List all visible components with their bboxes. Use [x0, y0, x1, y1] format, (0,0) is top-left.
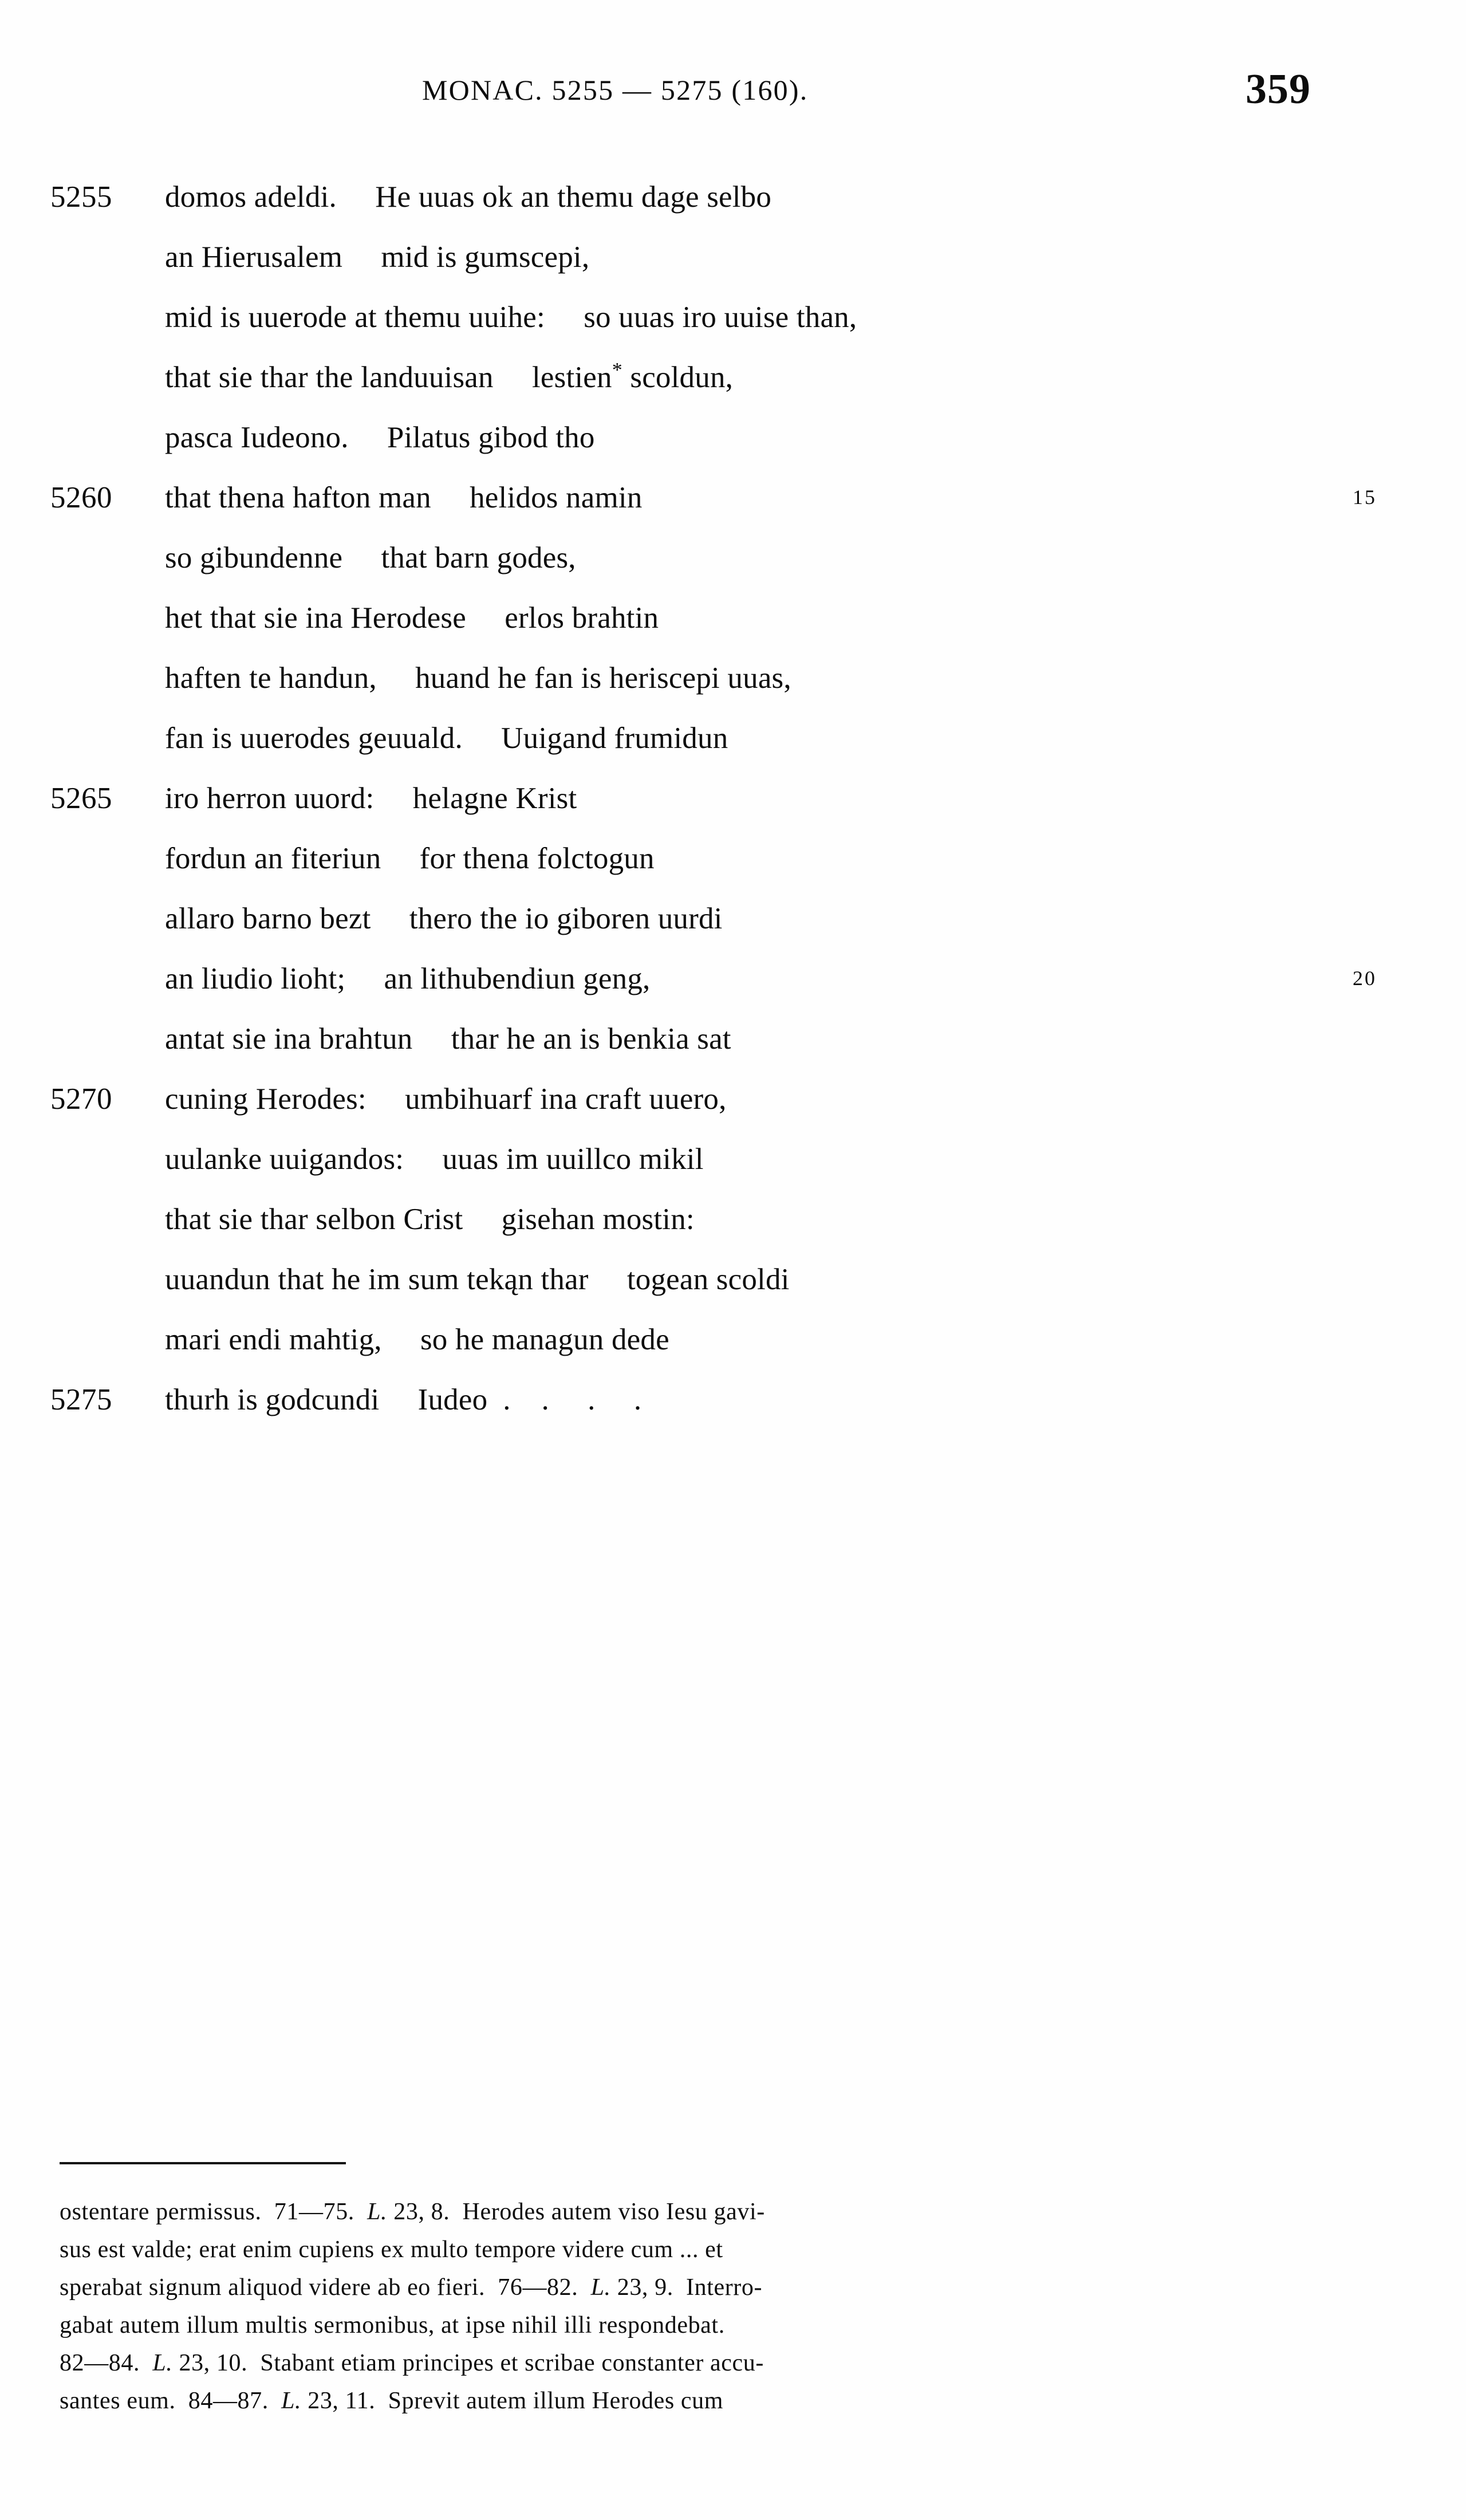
verse-line [0, 1074, 1466, 1134]
verse-line-text: an Hierusalem mid is gumscepi, [165, 241, 590, 274]
verse-line [0, 472, 1466, 533]
page-number: 359 [1246, 66, 1311, 113]
verse-line [0, 833, 1466, 893]
verse-line-text: an liudio lioht; an lithubendiun geng, [165, 962, 651, 995]
verse-line [0, 232, 1466, 292]
verse-line [0, 412, 1466, 472]
verse-line-text: that sie thar the landuuisan lestien* scoldun, [165, 358, 734, 394]
apparatus-line: 82—84. L. 23, 10. Stabant etiam principes et scribae constanter accu- [60, 2350, 764, 2376]
verse-line [0, 653, 1466, 713]
verse-line-number: 5260 [50, 481, 112, 514]
verse-line [0, 893, 1466, 954]
verse-line-number: 5270 [50, 1082, 112, 1116]
verse-line-text: so gibundenne that barn godes, [165, 541, 576, 574]
verse-line-text: domos adeldi. He uuas ok an themu dage selbo [165, 180, 772, 214]
verse-line-text: haften te handun, huand he fan is heriscepi uuas, [165, 662, 791, 695]
verse-line [0, 1314, 1466, 1375]
siglum: L. [590, 2274, 611, 2301]
siglum: L. [367, 2199, 388, 2225]
apparatus-line: santes eum. 84—87. L. 23, 11. Sprevit autem illum Herodes cum [60, 2388, 724, 2414]
running-head-title: MONAC. 5255 — 5275 (160). [422, 74, 809, 106]
verse-line [0, 352, 1466, 412]
verse-line-number: 5275 [50, 1383, 112, 1416]
verse-line [0, 1194, 1466, 1254]
apparatus-block [60, 2198, 1365, 2425]
apparatus-line: sus est valde; erat enim cupiens ex multo tempore videre cum ... et [60, 2236, 723, 2263]
verse-line-text: mid is uuerode at themu uuihe: so uuas iro uuise than, [165, 301, 857, 334]
verse-line-text: mari endi mahtig, so he managun dede [165, 1323, 669, 1356]
verse-line-text: pasca Iudeono. Pilatus gibod tho [165, 421, 595, 454]
verse-line-text: allaro barno bezt thero the io giboren uurdi [165, 902, 723, 935]
verse-line-number: 5265 [50, 782, 112, 815]
verse-line-number: 5255 [50, 180, 112, 214]
running-head [0, 66, 1466, 125]
siglum: L. [281, 2388, 302, 2414]
verse-line-text: fordun an fiteriun for thena folctogun [165, 842, 655, 875]
apparatus-line: sperabat signum aliquod videre ab eo fieri. 76—82. L. 23, 9. Interro- [60, 2274, 763, 2301]
verse-line-text: that sie thar selbon Crist gisehan mostin: [165, 1203, 695, 1236]
verse-line-text: iro herron uuord: helagne Krist [165, 782, 577, 815]
verse-line-text: het that sie ina Herodese erlos brahtin [165, 601, 659, 635]
apparatus-line: ostentare permissus. 71—75. L. 23, 8. Herodes autem viso Iesu gavi- [60, 2199, 765, 2225]
verse-line-text: fan is uuerodes geuuald. Uuigand frumidun [165, 722, 728, 755]
verse-line [0, 1014, 1466, 1074]
verse-line [0, 713, 1466, 773]
verse-line [0, 292, 1466, 352]
verse-line [0, 172, 1466, 232]
verse-line [0, 773, 1466, 833]
verse-line [0, 533, 1466, 593]
verse-block [0, 172, 1466, 1435]
margin-line-number: 20 [1353, 967, 1377, 990]
verse-line [0, 1375, 1466, 1435]
footnote-separator-rule [60, 2162, 346, 2164]
verse-line-text: uulanke uuigandos: uuas im uuillco mikil [165, 1143, 704, 1176]
verse-line [0, 593, 1466, 653]
verse-line-text: antat sie ina brahtun thar he an is benkia sat [165, 1022, 731, 1056]
verse-line [0, 954, 1466, 1014]
footnote-marker: * [612, 358, 622, 381]
verse-line-text: that thena hafton man helidos namin [165, 481, 643, 514]
margin-line-number: 15 [1353, 486, 1377, 509]
verse-line-text: uuandun that he im sum tekąn thar togean scoldi [165, 1263, 790, 1296]
siglum: L. [152, 2350, 173, 2376]
verse-line [0, 1254, 1466, 1314]
verse-line-text: thurh is godcundi Iudeo . . . . [165, 1383, 642, 1416]
apparatus-line: gabat autem illum multis sermonibus, at ipse nihil illi respondebat. [60, 2312, 725, 2338]
verse-line [0, 1134, 1466, 1194]
verse-line-text: cuning Herodes: umbihuarf ina craft uuero, [165, 1082, 727, 1116]
